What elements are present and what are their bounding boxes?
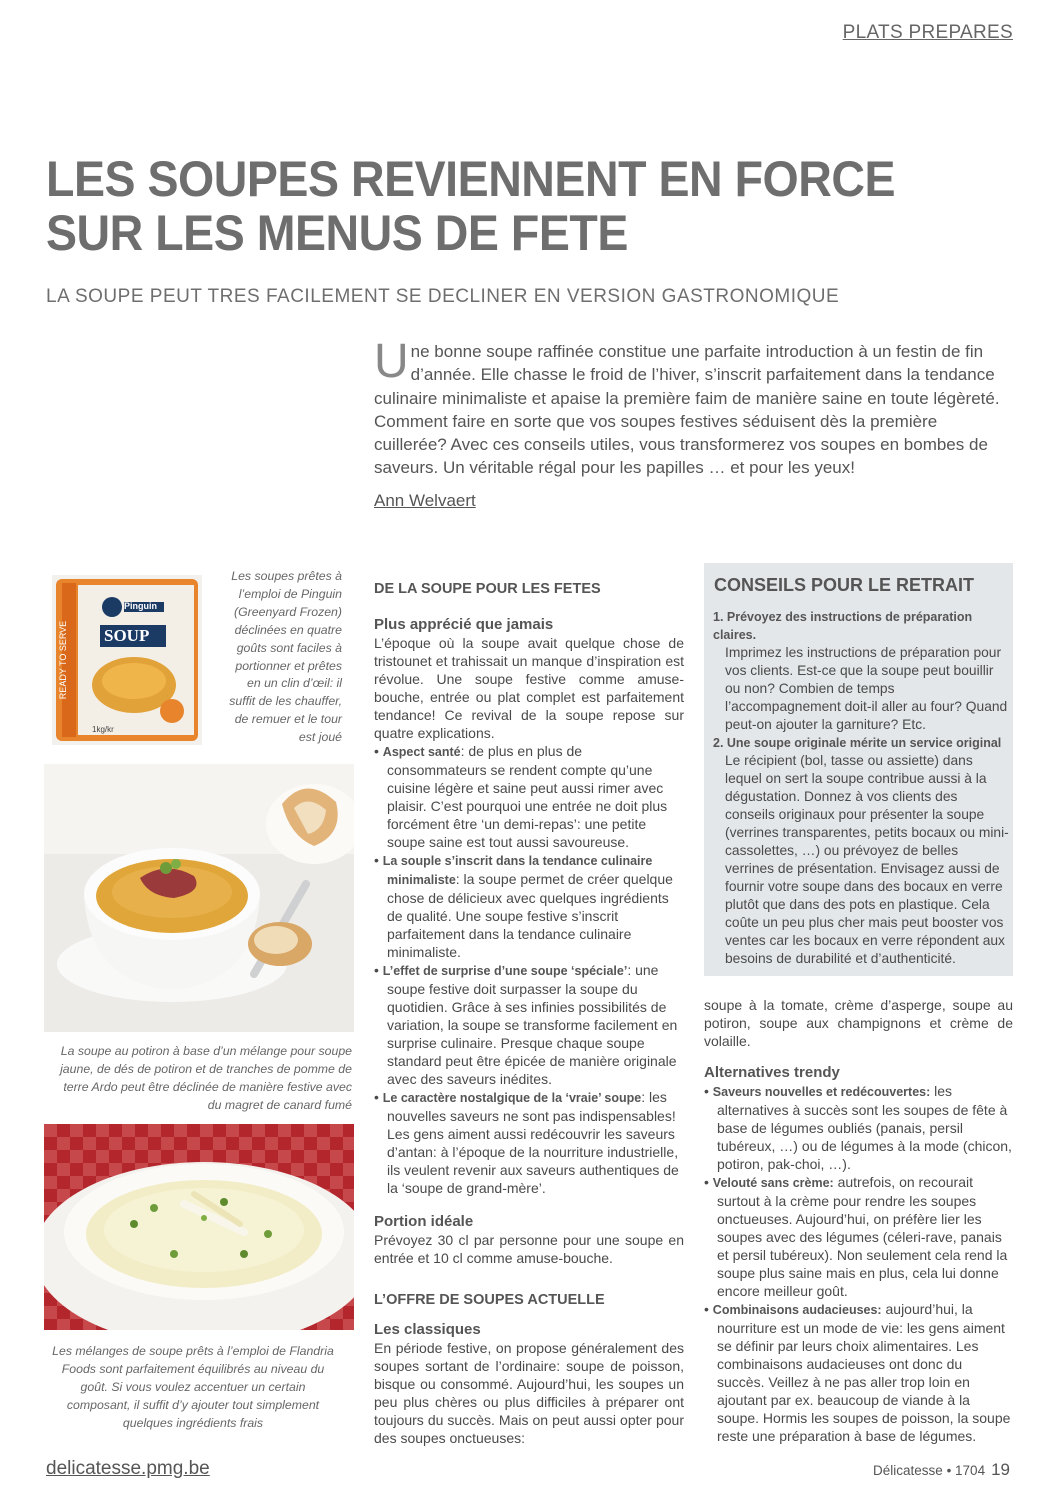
bullet-head: Le caractère nostalgique de la ‘vraie’ soupe xyxy=(382,1091,642,1105)
pumpkin-soup-photo xyxy=(44,764,354,1032)
caption-ardo: La soupe au potiron à base d’un mélange pour soupe jaune, de dés de potiron et de tranches de pomme de terre Ardo peut être déclinée de manière festive avec du magret de canard fumé xyxy=(60,1044,352,1112)
bullet-head: L’effet de surprise d’une soupe ‘spéciale’ xyxy=(382,964,628,978)
list-item: • Velouté sans crème: autrefois, on recourait surtout à la crème pour rendre les soupes onctueuses. Aujourd’hui, on préfère lier les soupes avec des légumes (céleri-rave, panais et persil tubéreux). Non seulement cela rend la soupe plus saine mais en plus, cela lui donne encore meilleur goût. xyxy=(704,1174,1008,1299)
subheading-classiques: Les classiques xyxy=(374,1321,481,1338)
bullet-text: aujourd’hui, la nourriture est un mode de vie: les gens aiment se définir par leurs choix alimentaires. Les combinaisons audacieuses ont donc du succès. Veillez à ne pas aller trop loin en ajoutant par ex. beaucoup de viande à la soupe. Hormis les soupes de poisson, la soupe reste une préparation à base de légumes. xyxy=(717,1301,1011,1444)
intro-paragraph xyxy=(374,335,1014,480)
subheading-plus-apprecie: Plus apprécié que jamais xyxy=(374,616,554,633)
reasons-list xyxy=(374,742,684,1197)
bullet-text: : les nouvelles saveurs ne sont pas indispensables! Les gens aiment aussi redécouvrir les saveurs d’antan: à l’époque de la nourriture industrielle, ils veulent revenir aux saveurs authentiques de la ‘soupe de grand-mère’. xyxy=(387,1089,679,1196)
tip-1-head: 1. Prévoyez des instructions de préparation claires. xyxy=(713,610,973,642)
subheadline: LA SOUPE PEUT TRES FACILEMENT SE DECLINER EN VERSION GASTRONOMIQUE xyxy=(46,286,840,307)
tip-1-text: Imprimez les instructions de préparation pour vos clients. Est-ce que la soupe peut bouillir ou non? Combien de temps l’accompagnement doit-il aller au four? Quand peut-on ajouter la garniture? Etc. xyxy=(725,645,1008,732)
tip-2-head: 2. Une soupe originale mérite un service original xyxy=(713,736,1002,750)
headline-line-1: LES SOUPES REVIENNENT EN FORCE xyxy=(46,151,896,207)
tips-box xyxy=(704,563,1013,976)
drop-cap: U xyxy=(374,335,409,388)
pinguin-soup-package-photo xyxy=(52,575,202,745)
heading-soupe-fetes: DE LA SOUPE POUR LES FETES xyxy=(374,581,601,597)
bullet-text: : une soupe festive doit surpasser la soupe du quotidien. Grâce à ses infinies possibilités de variation, la soupe se transforme facilement en surprise culinaire. Presque chaque soupe standard peut être épicée de manière originale avec des saveurs inédites. xyxy=(387,962,678,1087)
bullet-head: Saveurs nouvelles et redécouvertes: xyxy=(712,1085,931,1099)
subheading-alternatives: Alternatives trendy xyxy=(704,1064,840,1081)
heading-offre: L’OFFRE DE SOUPES ACTUELLE xyxy=(374,1292,605,1308)
list-item: • Le caractère nostalgique de la ‘vraie’ soupe: les nouvelles saveurs ne sont pas indispensables! Les gens aiment aussi redécouvrir les saveurs d’antan: à l’époque de la nourriture industrielle, ils veulent revenir aux saveurs authentiques de la ‘soupe de grand-mère’. xyxy=(374,1089,679,1196)
tip-2-text: Le récipient (bol, tasse ou assiette) dans lequel on sert la soupe contribue aussi à la dégustation. Donnez à vos clients des conseils originaux pour présenter la soupe (verrines transparentes, petits bocaux ou mini-cassolettes, …) ou prévoyez de belles verrines de présentation. Envisagez aussi de fournir votre soupe dans des bocaux en verre plutôt que dans des pots en plastique. Cela coûte un peu plus cher mais peut booster vos ventes car les bocaux en verre répondent aux besoins de durabilité et d’authenticité. xyxy=(725,753,1009,966)
bullet-text: les alternatives à succès sont les soupes de fête à base de légumes oubliés (panais, persil tubéreux, …) ou de légumes à la mode (chicon, potiron, pak-choi, …). xyxy=(717,1083,1012,1172)
footer-website-link[interactable]: delicatesse.pmg.be xyxy=(46,1458,210,1479)
tips-box-title: CONSEILS POUR LE RETRAIT xyxy=(714,575,975,595)
bullet-head: Combinaisons audacieuses: xyxy=(712,1303,882,1317)
caption-pinguin: Les soupes prêtes à l’emploi de Pinguin (Greenyard Frozen) déclinées en quatre goûts sont faciles à portionner et prêtes en un clin d’œil: il suffit de les chauffer, de remuer et le tour est joué xyxy=(229,569,342,745)
intro-text: ne bonne soupe raffinée constitue une parfaite introduction à un festin de fin d’année. Elle chasse le froid de l’hiver, s’inscrit parfaitement dans la tendance culinaire minimaliste et apaise la première faim de manière saine en toute légèreté. Comment faire en sorte que vos soupes festives séduisent dès la première cuillerée? Avec ces conseils utiles, vous transformerez vos soupes en bombes de saveurs. Un véritable régal pour les papilles … et pour les yeux! xyxy=(374,342,1000,478)
bullet-head: Aspect santé xyxy=(382,745,461,759)
pack-product: SOUP xyxy=(104,626,150,645)
section-label: PLATS PREPARES xyxy=(842,22,1013,43)
paragraph-portion: Prévoyez 30 cl par personne pour une soupe en entrée et 10 cl comme amuse-bouche. xyxy=(374,1232,684,1266)
page-number: 19 xyxy=(991,1460,1010,1479)
bullet-text: autrefois, on recourait surtout à la crème pour rendre les soupes onctueuses. Aujourd’hui, on préfère lier les soupes avec des légumes (céleri-rave, panais et persil tubéreux). Non seulement cela rend la soupe plus saine mais en plus, cela lui donne encore meilleur goût. xyxy=(717,1174,1008,1299)
list-item: • Combinaisons audacieuses: aujourd’hui, la nourriture est un mode de vie: les gens aiment se définir par leurs choix alimentaires. Les combinaisons audacieuses ont donc du succès. Veillez à ne pas aller trop loin en ajoutant par ex. beaucoup de viande à la soupe. Hormis les soupes de poisson, la soupe reste une préparation à base de légumes. xyxy=(704,1301,1011,1444)
paragraph-soupes-onctueuses: soupe à la tomate, crème d’asperge, soupe au potiron, soupe aux champignons et crème de volaille. xyxy=(704,997,1013,1049)
list-item: • Aspect santé: de plus en plus de consommateurs se rendent compte qu’une cuisine légère et saine peut aussi rimer avec plaisir. C’est pourquoi une entrée ne doit plus forcément être ‘un demi-repas’: une petite soupe saine est tout aussi savoureuse. xyxy=(374,743,668,850)
footer-issue xyxy=(873,1460,1010,1480)
alternatives-list xyxy=(704,1082,1013,1445)
pack-weight: 1kg/kr xyxy=(92,725,114,734)
article-column-1 xyxy=(374,580,684,1447)
list-item: • Saveurs nouvelles et redécouvertes: les alternatives à succès sont les soupes de fête à base de légumes oubliés (panais, persil tubéreux, …) ou de légumes à la mode (chicon, potiron, pak-choi, …). xyxy=(704,1083,1012,1172)
headline-line-2: SUR LES MENUS DE FETE xyxy=(46,205,628,261)
list-item: • La souple s’inscrit dans la tendance culinaire minimaliste: la soupe permet de créer quelque chose de délicieux avec quelques ingrédients de qualité. Une soupe festive s’inscrit parfaitement dans la tendance culinaire minimaliste. xyxy=(374,852,673,960)
paragraph-classiques: En période festive, on propose généralement des soupes sortant de l’ordinaire: soupe de poisson, bisque ou consommé. Aujourd’hui, les soupes un peu plus chères ou plus difficiles à préparer ont toujours du succès. Mais on peut aussi opter pour des soupes onctueuses: xyxy=(374,1340,684,1446)
list-item: • L’effet de surprise d’une soupe ‘spéciale’: une soupe festive doit surpasser la soupe du quotidien. Grâce à ses infinies possibilités de variation, la soupe se transforme facilement en surprise culinaire. Presque chaque soupe standard peut être épicée de manière originale avec des saveurs inédites. xyxy=(374,962,678,1087)
paragraph-epoque: L’époque où la soupe avait quelque chose de tristounet et trahissait un manque d’inspiration est révolue. Une soupe festive comme amuse-bouche, entrée ou plat complet est parfaitement tendance! Ce revival de la soupe repose sur quatre explications. xyxy=(374,635,684,741)
issue-label: Délicatesse • 1704 xyxy=(873,1463,986,1478)
tips-list xyxy=(713,608,1009,968)
bullet-text: : la soupe permet de créer quelque chose de délicieux avec quelques ingrédients de qualité. Une soupe festive s’inscrit parfaitement dans la tendance culinaire minimaliste. xyxy=(387,871,673,960)
caption-flandria: Les mélanges de soupe prêts à l’emploi de Flandria Foods sont parfaitement équilibrés au niveau du goût. Si vous voulez accentuer un certain composant, il suffit d’y ajouter tout simplement quelques ingrédients frais xyxy=(52,1344,334,1430)
subheading-portion: Portion idéale xyxy=(374,1213,474,1230)
pack-side-text: READY TO SERVE xyxy=(58,620,69,700)
author-byline: Ann Welvaert xyxy=(374,491,476,510)
cream-soup-photo xyxy=(44,1124,354,1330)
bullet-head: La souple s’inscrit dans la tendance culinaire minimaliste xyxy=(382,854,653,887)
article-column-2 xyxy=(704,996,1013,1445)
bullet-text: : de plus en plus de consommateurs se rendent compte qu’une cuisine légère et saine peut aussi rimer avec plaisir. C’est pourquoi une entrée ne doit plus forcément être ‘un demi-repas’: une petite soupe saine est tout aussi savoureuse. xyxy=(387,743,668,850)
bullet-head: Velouté sans crème: xyxy=(712,1176,834,1190)
pack-brand: Pinguin xyxy=(124,601,157,611)
headline xyxy=(46,152,939,260)
